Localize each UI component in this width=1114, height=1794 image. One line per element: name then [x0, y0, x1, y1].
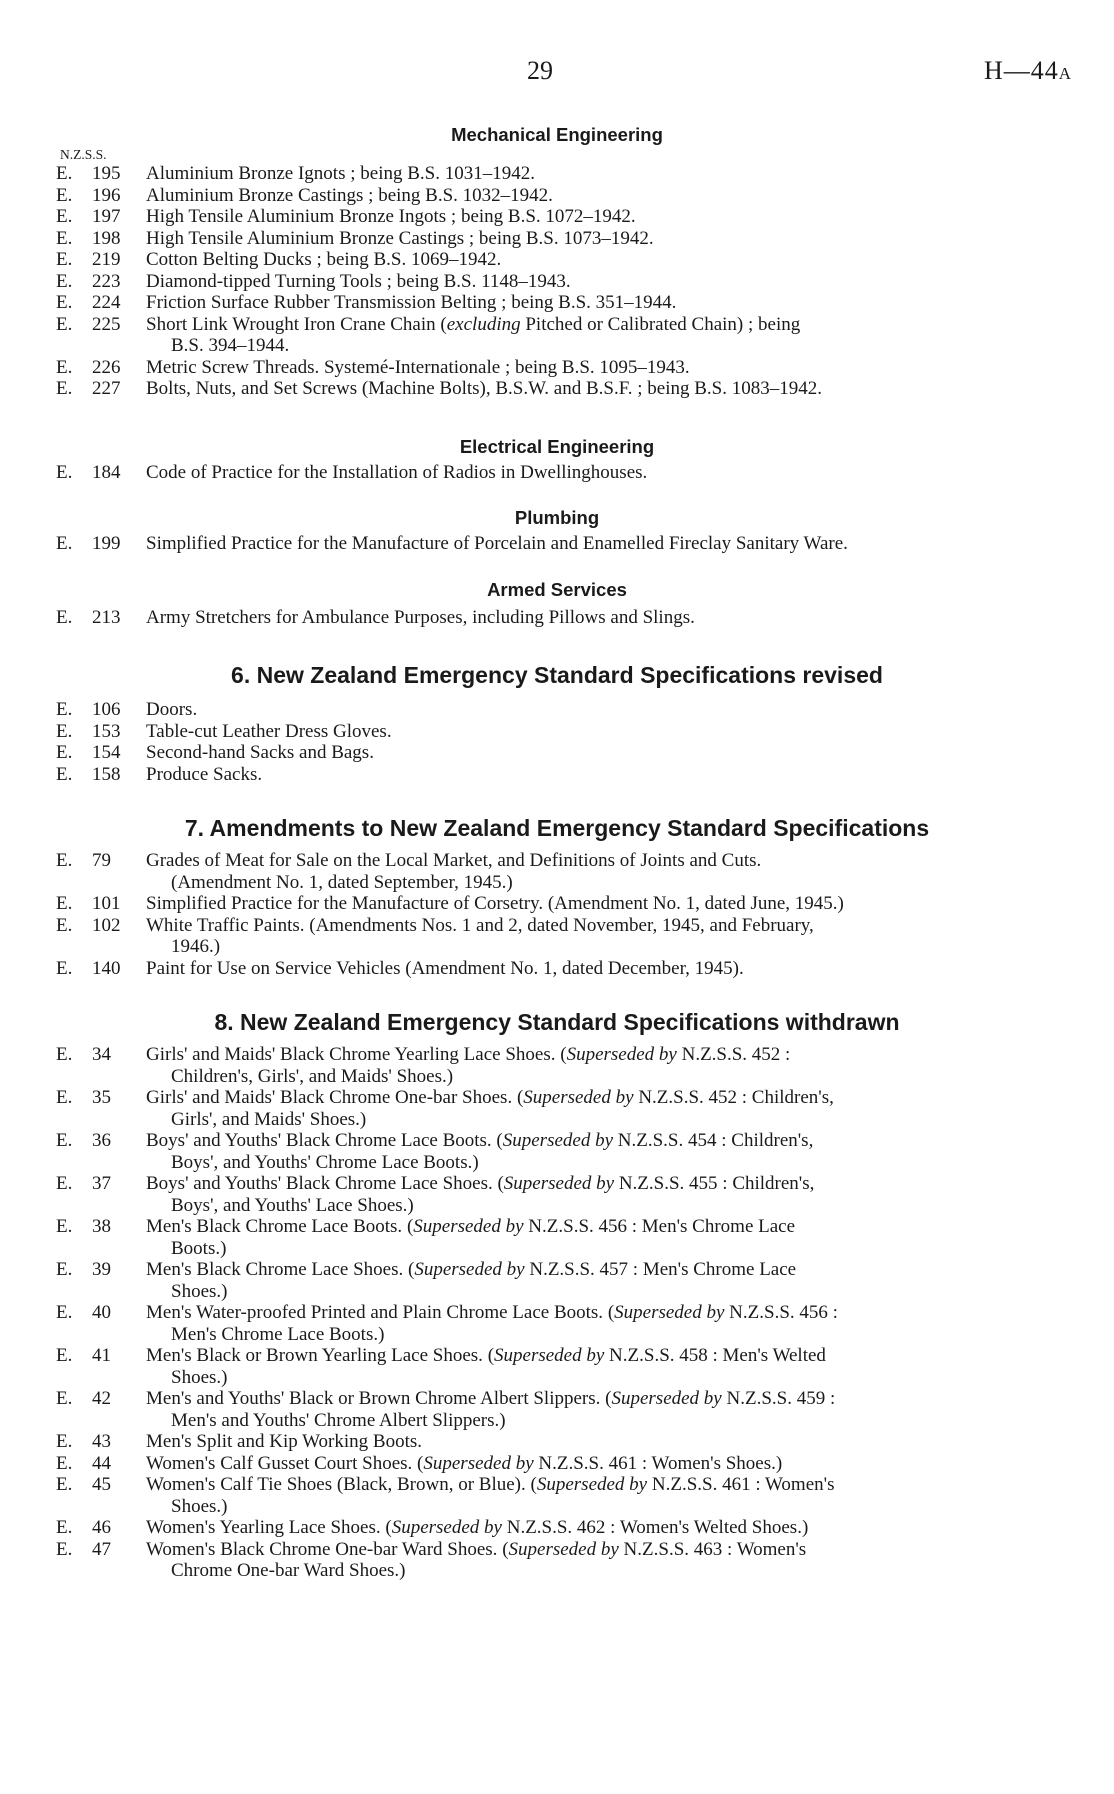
list-item: E. 101 Simplified Practice for the Manufacture of Corsetry. (Amendment No. 1, dated June, 1945.) — [56, 893, 844, 914]
list-item: E. 226 Metric Screw Threads. Systemé-Internationale ; being B.S. 1095–1943. — [56, 356, 690, 378]
list-item: E. 44 Women's Calf Gusset Court Shoes. (Superseded by N.Z.S.S. 461 : Women's Shoes.) — [56, 1452, 783, 1474]
list-item: E. 198 High Tensile Aluminium Bronze Castings ; being B.S. 1073–1942. — [56, 227, 654, 249]
section-heading-amendments: 7. Amendments to New Zealand Emergency Standard Specifications — [184, 815, 930, 841]
section-heading-mechanical: Mechanical Engineering — [451, 124, 663, 145]
list-item: E. 154 Second-hand Sacks and Bags. — [56, 742, 374, 763]
list-item: E. 106 Doors. — [56, 699, 198, 720]
list-item: E. 140 Paint for Use on Service Vehicles (Amendment No. 1, dated December, 1945). — [56, 957, 744, 979]
page-header — [0, 56, 1114, 92]
list-item: E. 197 High Tensile Aluminium Bronze Ingots ; being B.S. 1072–1942. — [56, 206, 636, 227]
page-number: 29 — [527, 56, 553, 85]
list-item: E. 38 Men's Black Chrome Lace Boots. (Superseded by N.Z.S.S. 456 : Men's Chrome Lace Boots.) — [56, 1216, 796, 1259]
section-heading-plumbing: Plumbing — [514, 507, 600, 528]
list-item: E. 43 Men's Split and Kip Working Boots. — [56, 1431, 423, 1452]
list-item: E. 196 Aluminium Bronze Castings ; being B.S. 1032–1942. — [56, 184, 553, 206]
list-item: E. 195 Aluminium Bronze Ignots ; being B.S. 1031–1942. — [56, 163, 535, 184]
list-item: E. 223 Diamond-tipped Turning Tools ; being B.S. 1148–1943. — [56, 270, 571, 292]
list-item: E. 42 Men's and Youths' Black or Brown Chrome Albert Slippers. (Superseded by N.Z.S.S. 459 : Men's and Youths' Chrome Albert Slippers.) — [56, 1388, 836, 1431]
section-heading-electrical: Electrical Engineering — [459, 435, 655, 457]
amendments-list — [0, 850, 1114, 979]
list-item: E. 153 Table-cut Leather Dress Gloves. — [56, 720, 392, 742]
list-item: E. 37 Boys' and Youths' Black Chrome Lace Shoes. (Superseded by N.Z.S.S. 455 : Children's, Boys', and Youths' Lace Shoes.) — [56, 1173, 815, 1216]
section-heading-revised: 6. New Zealand Emergency Standard Specifications revised — [231, 662, 883, 688]
list-item: E. 39 Men's Black Chrome Lace Shoes. (Superseded by N.Z.S.S. 457 : Men's Chrome Lace Shoes.) — [56, 1259, 797, 1302]
mechanical-list — [0, 163, 1114, 400]
list-item: E. 41 Men's Black or Brown Yearling Lace Shoes. (Superseded by N.Z.S.S. 458 : Men's Welted Shoes.) — [56, 1345, 826, 1388]
list-item: E. 199 Simplified Practice for the Manufacture of Porcelain and Enamelled Fireclay Sanitary Ware. — [56, 533, 848, 554]
list-item: E. 225 Short Link Wrought Iron Crane Chain (excluding Pitched or Calibrated Chain) ; being B.S. 394–1944. — [56, 313, 801, 356]
page-content — [0, 124, 1114, 1582]
section-heading-withdrawn: 8. New Zealand Emergency Standard Specifications withdrawn — [214, 1009, 900, 1035]
list-item: E. 227 Bolts, Nuts, and Set Screws (Machine Bolts), B.S.W. and B.S.F. ; being B.S. 1083–1942. — [56, 378, 822, 399]
list-item: E. 158 Produce Sacks. — [56, 763, 263, 785]
document-reference: H—44A — [983, 56, 1072, 85]
withdrawn-list — [0, 1044, 1114, 1582]
list-item: E. 79 Grades of Meat for Sale on the Local Market, and Definitions of Joints and Cuts. (Amendment No. 1, dated September, 1945.) — [56, 850, 762, 893]
list-item: E. 40 Men's Water-proofed Printed and Plain Chrome Lace Boots. (Superseded by N.Z.S.S. 456 : Men's Chrome Lace Boots.) — [56, 1302, 838, 1345]
list-item: E. 36 Boys' and Youths' Black Chrome Lace Boots. (Superseded by N.Z.S.S. 454 : Children's, Boys', and Youths' Chrome Lace Boots.) — [56, 1130, 814, 1173]
section-heading-armed-services: Armed Services — [487, 578, 627, 600]
list-item: E. 219 Cotton Belting Ducks ; being B.S. 1069–1942. — [56, 249, 502, 270]
list-item: E. 35 Girls' and Maids' Black Chrome One-bar Shoes. (Superseded by N.Z.S.S. 452 : Children's, Girls', and Maids' Shoes.) — [56, 1087, 834, 1130]
nzss-label: N.Z.S.S. — [60, 147, 107, 162]
list-item: E. 34 Girls' and Maids' Black Chrome Yearling Lace Shoes. (Superseded by N.Z.S.S. 452 : Children's, Girls', and Maids' Shoes.) — [56, 1044, 791, 1087]
list-item: E. 47 Women's Black Chrome One-bar Ward Shoes. (Superseded by N.Z.S.S. 463 : Women's Chrome One-bar Ward Shoes.) — [56, 1538, 807, 1581]
list-item: E. 102 White Traffic Paints. (Amendments Nos. 1 and 2, dated November, 1945, and February, 1946.) — [56, 914, 814, 957]
list-item: E. 184 Code of Practice for the Installation of Radios in Dwellinghouses. — [56, 461, 648, 483]
list-item: E. 45 Women's Calf Tie Shoes (Black, Brown, or Blue). (Superseded by N.Z.S.S. 461 : Women's Shoes.) — [56, 1474, 835, 1517]
list-item: E. 213 Army Stretchers for Ambulance Purposes, including Pillows and Slings. — [56, 606, 695, 628]
list-item: E. 46 Women's Yearling Lace Shoes. (Superseded by N.Z.S.S. 462 : Women's Welted Shoes.) — [56, 1517, 809, 1538]
revised-list — [0, 699, 1114, 785]
list-item: E. 224 Friction Surface Rubber Transmission Belting ; being B.S. 351–1944. — [56, 292, 677, 313]
